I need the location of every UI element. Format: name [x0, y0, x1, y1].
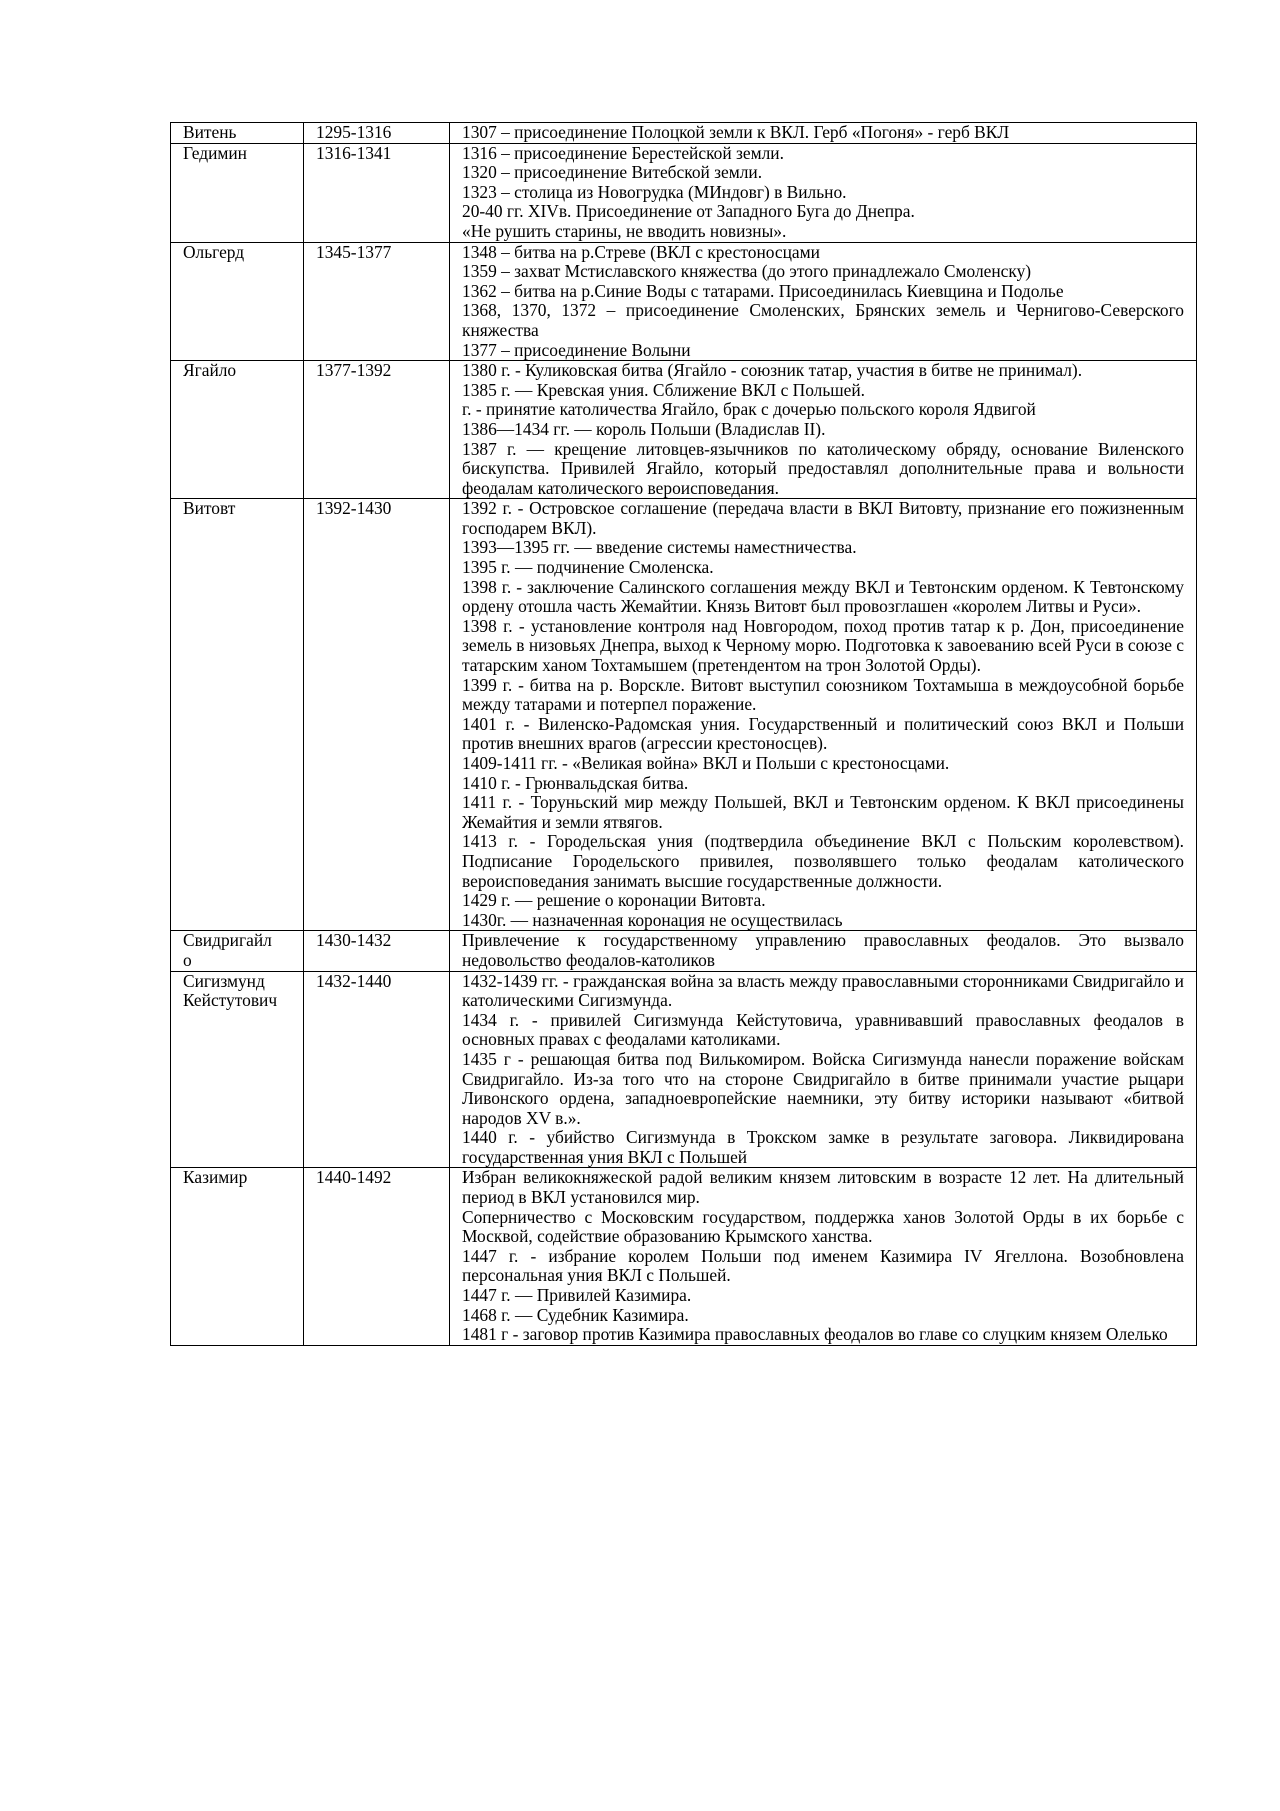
event-line: 1468 г. — Судебник Казимира. [462, 1304, 689, 1325]
ruler-name-cell [171, 242, 304, 361]
event-line: 1430г. — назначенная коронация не осуществилась [462, 909, 843, 930]
reign-years-cell: 1440-1492 [304, 1168, 450, 1345]
event-line: 1386—1434 гг. — король Польши (Владислав II). [462, 418, 826, 439]
reign-years-cell: 1345-1377 [304, 242, 450, 361]
table-row [171, 143, 1197, 242]
event-line: 1398 г. - установление контроля над Новгородом, поход против татар к р. Дон, присоединение земель в низовьях Днепра, выход к Черному морю. Подготовка к завоеванию всей Руси в союзе с татарским ханом Тохтамышем (претендентом на трон Золотой Орды). [462, 615, 1184, 676]
events-cell [450, 143, 1197, 242]
event-line: 1440 г. - убийство Сигизмунда в Трокском замке в результате заговора. Ликвидирована государственная уния ВКЛ с Польшей [462, 1127, 1184, 1167]
event-line: 1413 г. - Городельская уния (подтвердила объединение ВКЛ с Польским королевством). Подписание Городельского привилея, позволявшего только феодалам католического вероисповедания занимать высшие государственные должности. [462, 831, 1184, 891]
reign-years-cell: 1295-1316 [304, 123, 450, 144]
reign-years-cell: 1432-1440 [304, 971, 450, 1168]
event-line: 1429 г. — решение о коронации Витовта. [462, 890, 766, 911]
event-line: г. - принятие католичества Ягайло, брак с дочерью польского короля Ядвигой [462, 399, 1036, 420]
event-line: 1481 г - заговор против Казимира православных феодалов во главе со слуцким князем Олелько [462, 1324, 1168, 1345]
ruler-name: Сигизмунд [183, 970, 265, 991]
event-line: 1432-1439 гг. - гражданская война за власть между православными сторонниками Свидригайло и католическими Сигизмунда. [462, 970, 1184, 1011]
event-line: 1307 – присоединение Полоцкой земли к ВКЛ. Герб «Погоня» - герб ВКЛ [462, 122, 1010, 142]
rulers-table-body [171, 123, 1197, 1346]
event-line: 1359 – захват Мстиславского княжества (до этого принадлежало Смоленску) [462, 261, 1032, 282]
table-row [171, 242, 1197, 361]
ruler-name-cell [171, 361, 304, 499]
event-line: 1348 – битва на р.Стреве (ВКЛ с крестоносцами [462, 241, 820, 262]
ruler-name-cell [171, 499, 304, 931]
reign-years-cell: 1377-1392 [304, 361, 450, 499]
reign-years-cell: 1392-1430 [304, 499, 450, 931]
event-line: «Не рушить старины, не вводить новизны». [462, 220, 787, 241]
events-cell [450, 242, 1197, 361]
event-line: 1316 – присоединение Берестейской земли. [462, 142, 784, 163]
event-line: 20-40 гг. XIVв. Присоединение от Западного Буга до Днепра. [462, 201, 915, 222]
event-line: 1362 – битва на р.Синие Воды с татарами. Присоединилась Киевщина и Подолье [462, 280, 1064, 301]
events-cell [450, 931, 1197, 971]
ruler-name-cell [171, 143, 304, 242]
event-line: 1401 г. - Виленско-Радомская уния. Государственный и политический союз ВКЛ и Польши против внешних врагов (агрессии крестоносцев). [462, 713, 1184, 754]
event-line: 1393—1395 гг. — введение системы наместничества. [462, 537, 857, 558]
event-line: Избран великокняжеской радой великим князем литовским в возрасте 12 лет. На длительный период в ВКЛ установился мир. [462, 1167, 1184, 1208]
table-row [171, 123, 1197, 144]
table-row [171, 1168, 1197, 1345]
ruler-name: о [183, 949, 192, 970]
events-cell [450, 361, 1197, 499]
table-row [171, 971, 1197, 1168]
ruler-name: Гедимин [183, 142, 247, 163]
event-line: 1395 г. — подчинение Смоленска. [462, 557, 714, 578]
ruler-name: Ольгерд [183, 241, 245, 262]
ruler-name: Ягайло [183, 360, 237, 381]
events-cell [450, 499, 1197, 931]
event-line: 1377 – присоединение Волыни [462, 339, 691, 360]
event-line: 1392 г. - Островское соглашение (передача власти в ВКЛ Витовту, признание его пожизненным господарем ВКЛ). [462, 498, 1184, 538]
ruler-name: Кейстутович [183, 990, 278, 1011]
event-line: 1387 г. — крещение литовцев-язычников по католическому обряду, основание Виленского бискупства. Привилей Ягайло, который предоставлял дополнительные права и вольности феодалам католического вероисповедания. [462, 438, 1184, 498]
event-line: 1447 г. — Привилей Казимира. [462, 1285, 692, 1306]
ruler-name: Казимир [183, 1167, 248, 1188]
ruler-name-cell [171, 123, 304, 144]
event-line: 1410 г. - Грюнвальдская битва. [462, 772, 689, 793]
ruler-name-cell [171, 971, 304, 1168]
event-line: 1320 – присоединение Витебской земли. [462, 162, 763, 183]
ruler-name: Свидригайл [183, 930, 272, 951]
event-line: 1380 г. - Куликовская битва (Ягайло - союзник татар, участия в битве не принимал). [462, 360, 1083, 381]
events-cell [450, 123, 1197, 144]
event-line: 1398 г. - заключение Салинского соглашения между ВКЛ и Тевтонским орденом. К Тевтонскому ордену отошла часть Жемайтии. Князь Витовт был провозглашен «королем Литвы и Руси». [462, 576, 1184, 617]
table-row [171, 931, 1197, 971]
event-line: Привлечение к государственному управлению православных феодалов. Это вызвало недовольство феодалов-католиков [462, 930, 1184, 970]
rulers-table [170, 122, 1197, 1346]
event-line: 1411 г. - Торуньский мир между Польшей, ВКЛ и Тевтонским орденом. К ВКЛ присоединены Жемайтия и земли ятвягов. [462, 792, 1184, 832]
reign-years-cell: 1430-1432 [304, 931, 450, 971]
reign-years-cell: 1316-1341 [304, 143, 450, 242]
event-line: 1435 г - решающая битва под Вилькомиром. Войска Сигизмунда нанесли поражение войскам Свидригайло. Из-за того что на стороне Свидригайло в битве принимали участие рыцари Ливонского ордена, западноевропейские наемники, эту битву историки называют «битвой народов XV в.». [462, 1048, 1184, 1128]
event-line: 1409-1411 гг. - «Великая война» ВКЛ и Польши с крестоносцами. [462, 753, 950, 773]
ruler-name: Витовт [183, 498, 236, 519]
table-row [171, 499, 1197, 931]
events-cell [450, 1168, 1197, 1345]
event-line: 1323 – столица из Новогрудка (МИндовг) в Вильно. [462, 181, 847, 202]
ruler-name-cell [171, 1168, 304, 1345]
event-line: 1399 г. - битва на р. Ворскле. Витовт выступил союзником Тохтамыша в междоусобной борьбе между татарами и потерпел поражение. [462, 674, 1184, 715]
event-line: 1385 г. — Кревская уния. Сближение ВКЛ с Польшей. [462, 379, 866, 400]
event-line: 1447 г. - избрание королем Польши под именем Казимира IV Ягеллона. Возобновлена персональная уния ВКЛ с Польшей. [462, 1245, 1184, 1286]
event-line: Соперничество с Московским государством, поддержка ханов Золотой Орды в их борьбе с Москвой, содействие образованию Крымского ханства. [462, 1206, 1184, 1247]
event-line: 1368, 1370, 1372 – присоединение Смоленских, Брянских земель и Чернигово-Северского княжества [462, 300, 1184, 340]
events-cell [450, 971, 1197, 1168]
ruler-name-cell [171, 931, 304, 971]
ruler-name: Витень [183, 122, 237, 142]
event-line: 1434 г. - привилей Сигизмунда Кейстутовича, уравнивавший православных феодалов в основных правах с феодалами католиками. [462, 1009, 1184, 1050]
table-row [171, 361, 1197, 499]
